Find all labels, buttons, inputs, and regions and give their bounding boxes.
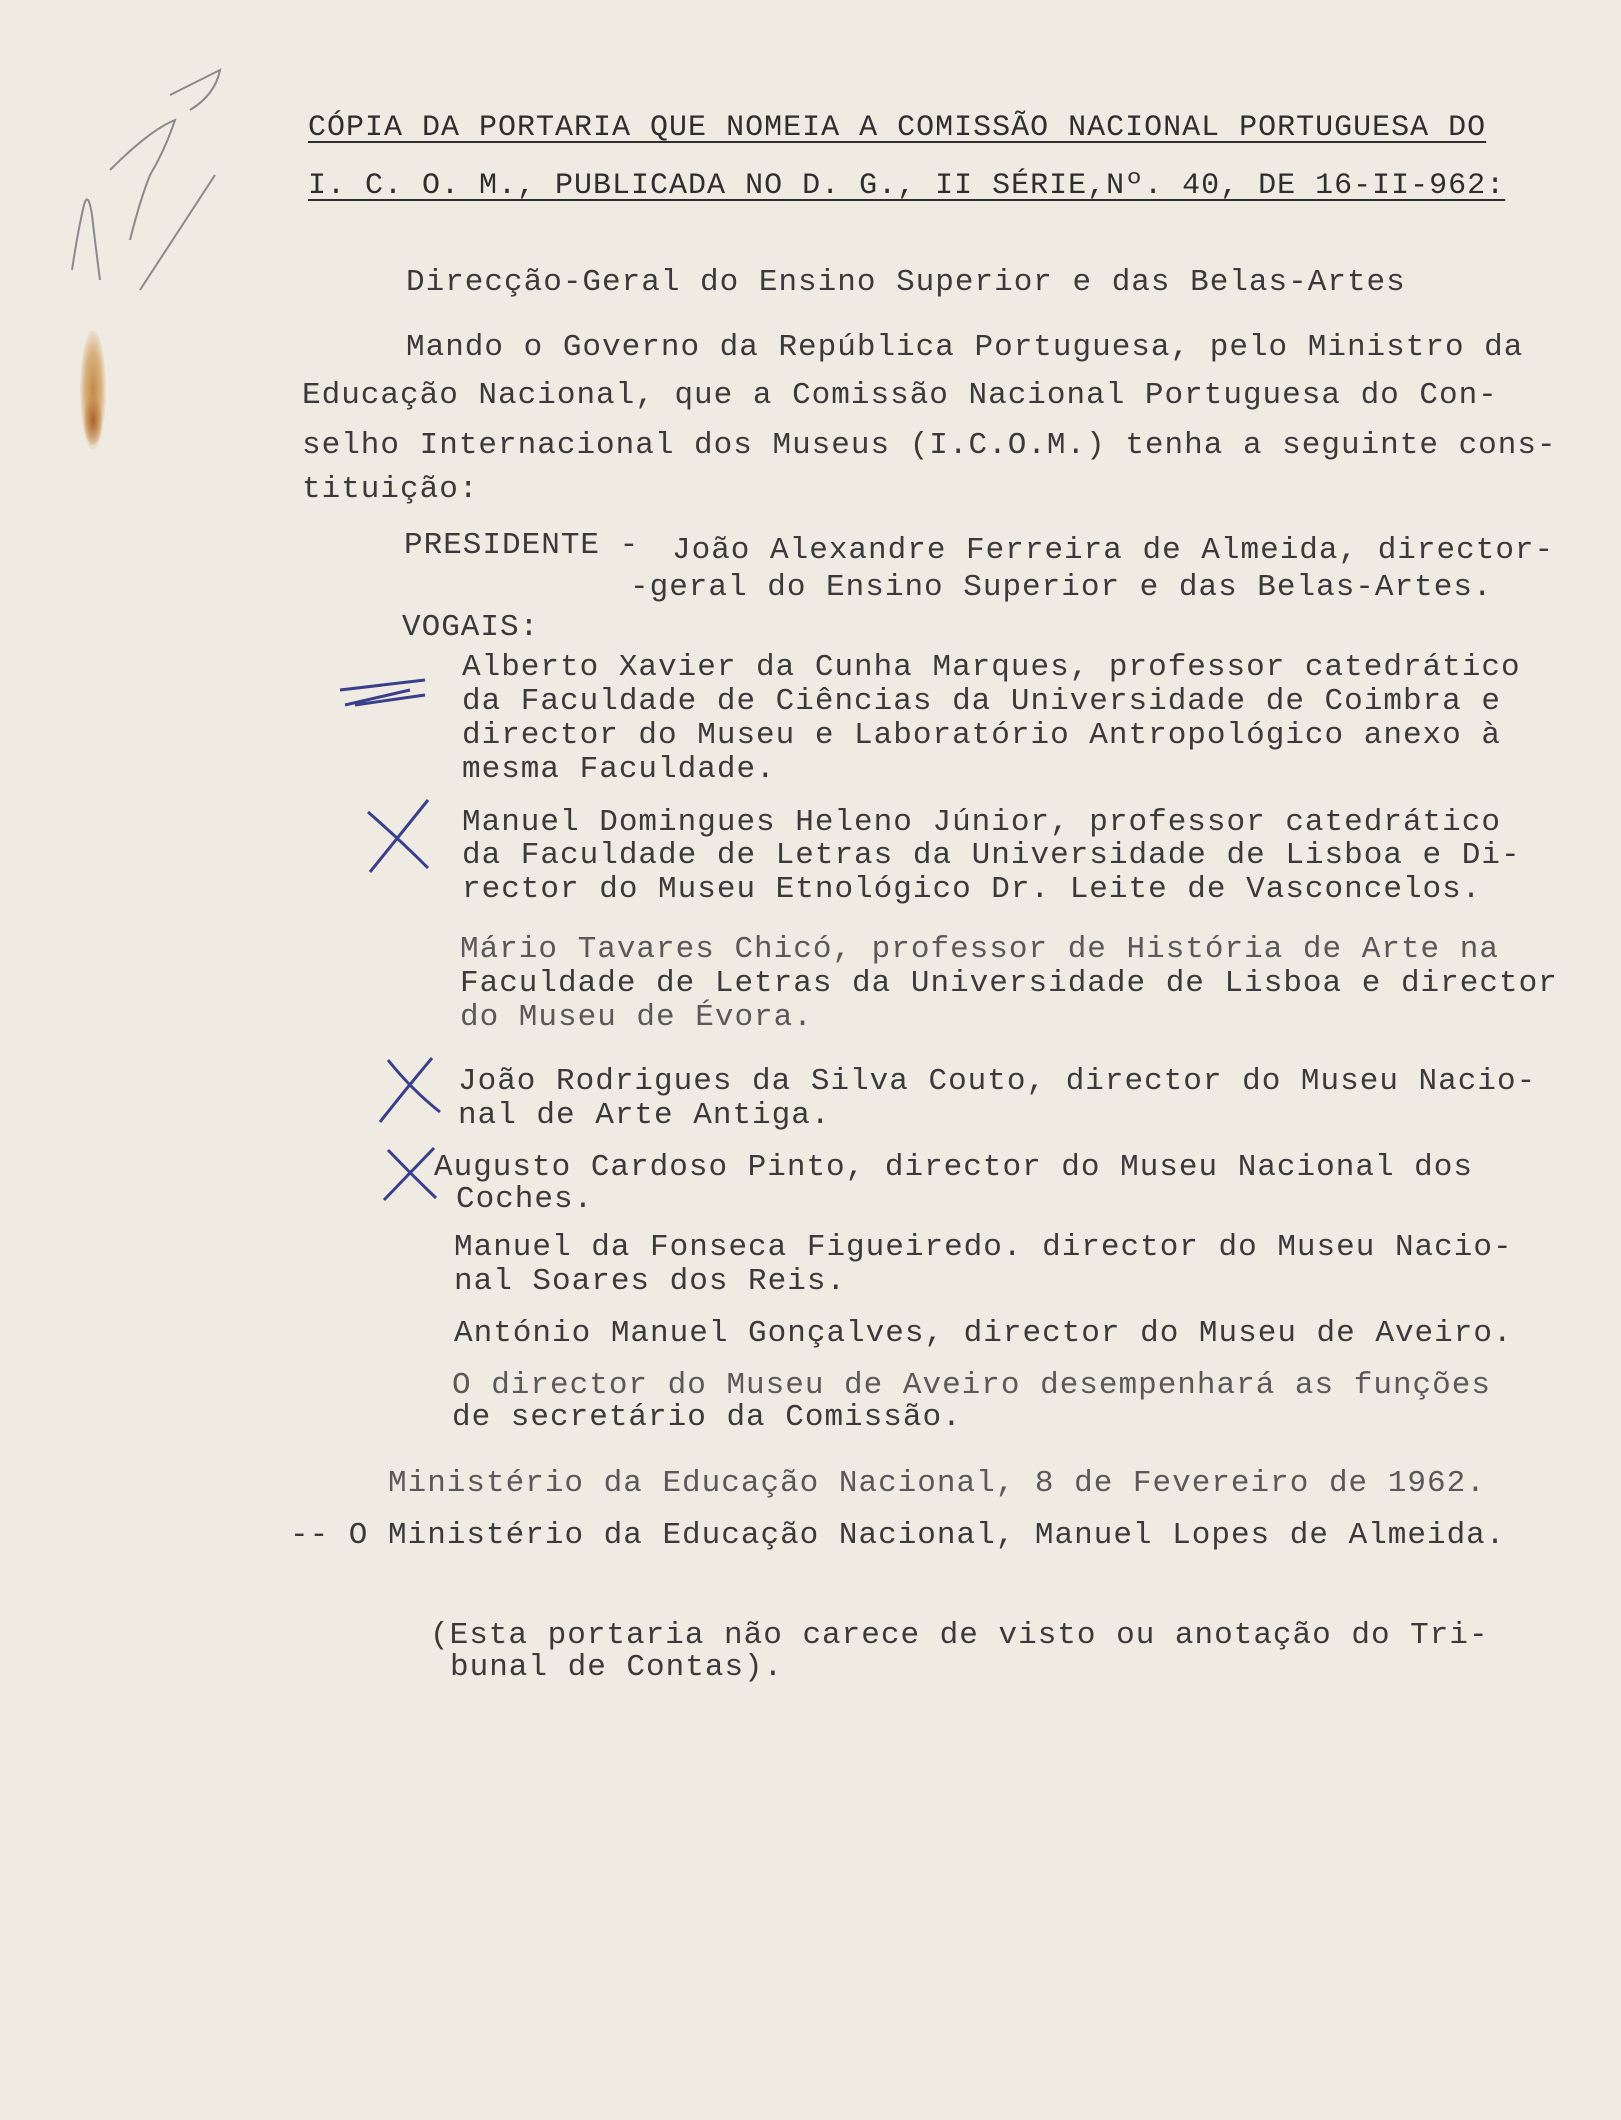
directorate-title: Direcção-Geral do Ensino Superior e das Belas-Artes	[406, 265, 1406, 300]
member-2-line-1: Manuel Domingues Heleno Júnior, professor catedrático	[462, 805, 1501, 840]
ministerial-signature: -- O Ministério da Educação Nacional, Manuel Lopes de Almeida.	[290, 1518, 1506, 1553]
president-line-1: João Alexandre Ferreira de Almeida, director-	[672, 533, 1555, 568]
intro-line-3: selho Internacional dos Museus (I.C.O.M.) tenha a seguinte cons-	[302, 428, 1557, 463]
member-3-line-1: Mário Tavares Chicó, professor de História de Arte na	[460, 932, 1499, 967]
member-4-line-2: nal de Arte Antiga.	[458, 1098, 831, 1133]
cross-mark-member-4	[380, 1058, 440, 1122]
place-date: Ministério da Educação Nacional, 8 de Fevereiro de 1962.	[388, 1466, 1486, 1501]
heading-line-2: I. C. O. M., PUBLICADA NO D. G., II SÉRIE,Nº. 40, DE 16-II-962:	[308, 169, 1506, 203]
member-7-line-1: António Manuel Gonçalves, director do Museu de Aveiro.	[454, 1316, 1513, 1351]
intro-line-1: Mando o Governo da República Portuguesa, pelo Ministro da	[406, 330, 1524, 365]
footnote-line-1: (Esta portaria não carece de visto ou anotação do Tri-	[430, 1618, 1489, 1653]
member-1-line-3: director do Museu e Laboratório Antropológico anexo à	[462, 718, 1501, 753]
secretary-note-line-2: de secretário da Comissão.	[452, 1400, 962, 1435]
tick-mark-member-1	[340, 680, 425, 705]
member-5-line-2: Coches.	[456, 1182, 594, 1217]
member-2-line-3: rector do Museu Etnológico Dr. Leite de Vasconcelos.	[462, 872, 1482, 907]
member-6-line-1: Manuel da Fonseca Figueiredo. director do Museu Nacio-	[454, 1230, 1513, 1265]
member-6-line-2: nal Soares dos Reis.	[454, 1264, 847, 1299]
heading-line-1: CÓPIA DA PORTARIA QUE NOMEIA A COMISSÃO NACIONAL PORTUGUESA DO	[308, 111, 1487, 145]
member-1-line-4: mesma Faculdade.	[462, 752, 776, 787]
member-3-line-2: Faculdade de Letras da Universidade de Lisboa e director	[460, 966, 1558, 1001]
vogais-label: VOGAIS:	[402, 610, 540, 645]
footnote-line-2: bunal de Contas).	[450, 1650, 784, 1685]
member-5-line-1: Augusto Cardoso Pinto, director do Museu Nacional dos	[434, 1150, 1473, 1185]
member-1-line-1: Alberto Xavier da Cunha Marques, professor catedrático	[462, 650, 1521, 685]
intro-line-2: Educação Nacional, que a Comissão Nacional Portuguesa do Con-	[302, 378, 1498, 413]
cross-mark-member-5	[384, 1148, 436, 1200]
president-label: PRESIDENTE -	[404, 528, 659, 563]
president-line-2: -geral do Ensino Superior e das Belas-Artes.	[630, 570, 1493, 605]
member-4-line-1: João Rodrigues da Silva Couto, director do Museu Nacio-	[458, 1064, 1537, 1099]
member-3-line-3: do Museu de Évora.	[460, 1000, 813, 1035]
member-2-line-2: da Faculdade de Letras da Universidade de Lisboa e Di-	[462, 838, 1521, 873]
member-1-line-2: da Faculdade de Ciências da Universidade de Coimbra e	[462, 684, 1501, 719]
handwritten-note	[72, 70, 220, 290]
cross-mark-member-2	[368, 800, 428, 872]
secretary-note-line-1: O director do Museu de Aveiro desempenhará as funções	[452, 1368, 1491, 1403]
intro-line-4: tituição:	[302, 472, 479, 507]
